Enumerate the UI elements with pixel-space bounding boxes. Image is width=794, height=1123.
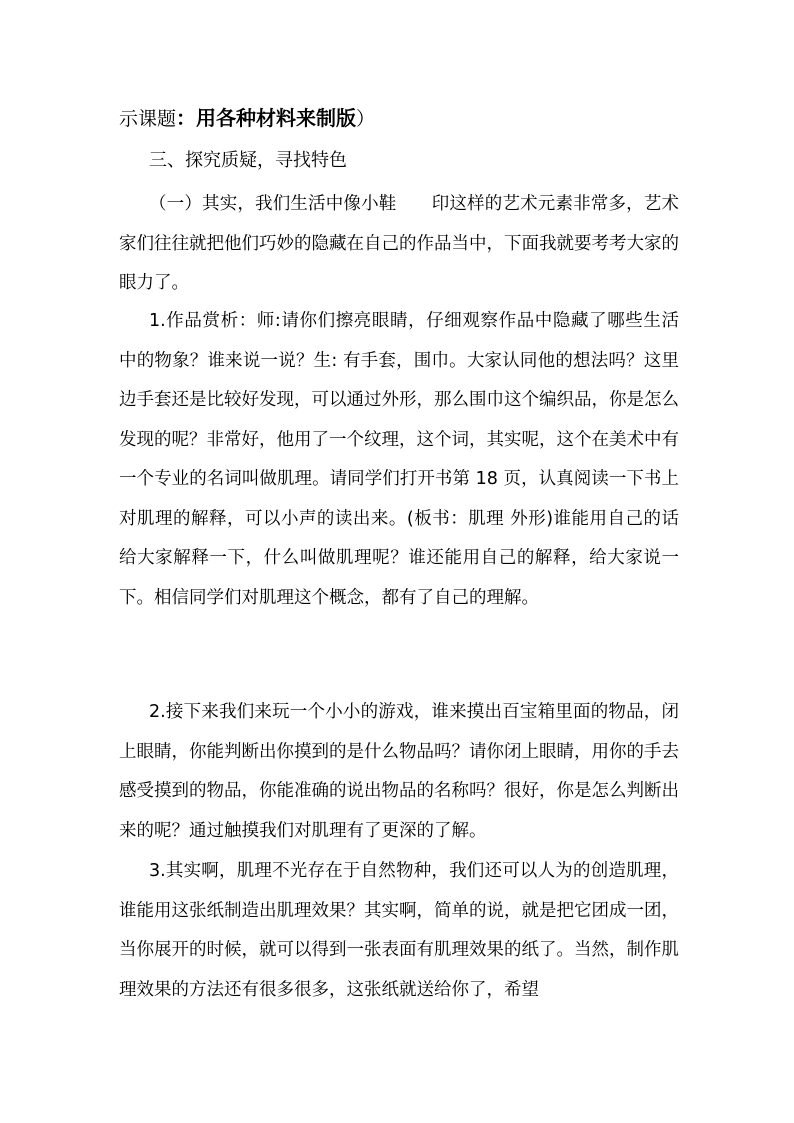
paragraph-intro: （一）其实，我们生活中像小鞋 印这样的艺术元素非常多，艺术家们往往就把他们巧妙的隐藏在自己的作品当中，下面我就要考考大家的眼力了。 <box>119 194 679 293</box>
paragraph-artwork-appreciation: 1.作品赏析：师:请你们擦亮眼睛，仔细观察作品中隐藏了哪些生活中的物象？谁来说一说？生: 有手套，围巾。大家认同他的想法吗？这里边手套还是比较好发现，可以通过外形，那么围巾这个编织品，你是怎么发现的呢？非常好，他用了一个纹理，这个词，其实呢，这个在美术中有一个专业的名词叫做肌理。请同学们打开书第 18 页，认真阅读一下书上对肌理的解释，可以小声的读出来。(板书：肌理 外形)谁能用自己的话给大家解释一下，什么叫做肌理呢？谁还能用自己的解释，给大家说一下。相信同学们对肌理这个概念，都有了自己的理解。 <box>119 311 679 608</box>
heading-suffix: ） <box>356 108 376 130</box>
paragraph-touch-game: 2.接下来我们来玩一个小小的游戏，谁来摸出百宝箱里面的物品，闭上眼睛，你能判断出你摸到的是什么物品吗？请你闭上眼睛，用你的手去感受摸到的物品，你能准确的说出物品的名称吗？很好，你是怎么判断出来的呢？通过触摸我们对肌理有了更深的了解。 <box>119 702 679 841</box>
heading-title: ：用各种材料来制版 <box>176 106 357 130</box>
lesson-heading <box>119 103 375 134</box>
heading-prefix: 示课题 <box>119 108 177 130</box>
section-title: 三、探究质疑，寻找特色 <box>149 150 347 171</box>
paragraph-create-texture: 3.其实啊，肌理不光存在于自然物种，我们还可以人为的创造肌理，谁能用这张纸制造出肌理效果？其实啊，简单的说，就是把它团成一团，当你展开的时候，就可以得到一张表面有肌理效果的纸了。当然，制作肌理效果的方法还有很多很多，这张纸就送给你了，希望 <box>119 861 679 1000</box>
